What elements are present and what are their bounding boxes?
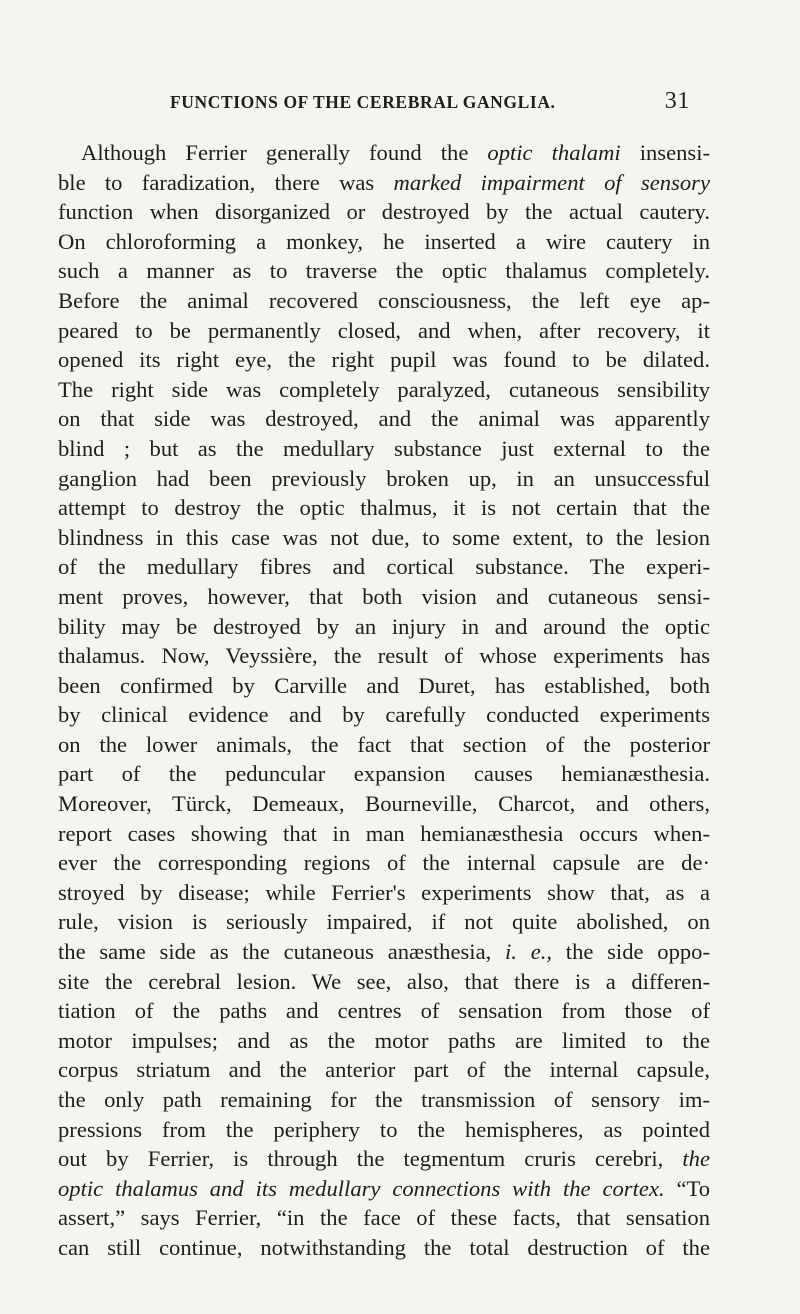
text-line [58, 1085, 710, 1115]
text-segment: attempt to destroy the optic thalmus, it is not certain that the [58, 495, 710, 521]
text-segment: motor impulses; and as the motor paths are limited to the [58, 1027, 710, 1053]
text-segment: ment proves, however, that both vision and cutaneous sensi- [58, 583, 710, 609]
italic-text: marked impairment of sensory [393, 169, 711, 195]
italic-text: i. e., [505, 939, 553, 965]
text-segment: function when disorganized or destroyed by the actual cautery. [58, 199, 710, 225]
italic-text: the [682, 1146, 710, 1172]
text-line [58, 967, 710, 997]
text-segment: by clinical evidence and by carefully conducted experiments [58, 702, 710, 728]
text-line [58, 286, 710, 316]
text-segment: “To [664, 1175, 711, 1201]
page-number: 31 [664, 88, 690, 114]
text-segment: opened its right eye, the right pupil was found to be dilated. [58, 347, 710, 373]
text-segment: bility may be destroyed by an injury in and around the optic [58, 613, 710, 639]
text-segment: the side oppo- [552, 939, 711, 965]
text-line [58, 227, 710, 257]
text-line [58, 1115, 710, 1145]
text-line [58, 256, 710, 286]
text-line [58, 1055, 710, 1085]
text-segment: tiation of the paths and centres of sensation from those of [58, 998, 710, 1024]
text-line [58, 168, 710, 198]
running-head [170, 88, 690, 118]
text-segment: thalamus. Now, Veyssière, the result of whose experiments has [58, 643, 710, 669]
text-line [58, 523, 710, 553]
text-line [58, 582, 710, 612]
text-segment: assert,” says Ferrier, “in the face of these facts, that sensation [58, 1205, 710, 1231]
text-segment: out by Ferrier, is through the tegmentum cruris cerebri, [58, 1146, 683, 1172]
text-segment: on the lower animals, the fact that section of the posterior [58, 731, 710, 757]
text-segment: of the medullary fibres and cortical substance. The experi- [58, 554, 710, 580]
text-line [58, 1174, 710, 1204]
text-line [58, 404, 710, 434]
text-segment: the same side as the cutaneous anæsthesia, [58, 939, 506, 965]
text-line [58, 316, 710, 346]
text-line [58, 730, 710, 760]
text-line [58, 1203, 710, 1233]
text-line [58, 464, 710, 494]
text-line [58, 641, 710, 671]
text-segment: Before the animal recovered consciousness, the left eye ap- [58, 287, 710, 313]
text-line [58, 996, 710, 1026]
text-segment: peared to be permanently closed, and when, after recovery, it [58, 317, 710, 343]
text-segment: the only path remaining for the transmission of sensory im- [58, 1087, 710, 1112]
text-segment: ble to faradization, there was [58, 169, 394, 195]
text-line [58, 848, 710, 878]
text-segment: On chloroforming a monkey, he inserted a wire cautery in [58, 228, 710, 254]
text-segment: on that side was destroyed, and the animal was apparently [58, 406, 710, 432]
text-segment: blindness in this case was not due, to some extent, to the lesion [58, 524, 710, 550]
text-line [58, 907, 710, 937]
text-segment: The right side was completely paralyzed, cutaneous sensibility [58, 376, 710, 402]
text-segment: pressions from the periphery to the hemispheres, as pointed [58, 1116, 710, 1142]
text-segment: rule, vision is seriously impaired, if not quite abolished, on [58, 909, 710, 935]
text-line [58, 375, 710, 405]
text-segment: been confirmed by Carville and Duret, has established, both [58, 672, 710, 698]
text-line [58, 552, 710, 582]
text-line [58, 878, 710, 908]
text-segment: part of the peduncular expansion causes hemianæsthesia. [58, 761, 710, 787]
text-line [58, 434, 710, 464]
text-line [58, 819, 710, 849]
text-line [58, 1144, 710, 1174]
text-segment: ever the corresponding regions of the internal capsule are de· [58, 850, 710, 876]
text-line [58, 345, 710, 375]
text-line [58, 789, 710, 819]
text-line [58, 138, 710, 168]
text-line [58, 493, 710, 523]
text-line [58, 197, 710, 227]
text-line [58, 700, 710, 730]
text-segment: blind ; but as the medullary substance just external to the [58, 435, 710, 461]
text-segment: Although Ferrier generally found the [81, 140, 488, 165]
text-segment: corpus striatum and the anterior part of the internal capsule, [58, 1057, 710, 1083]
text-segment: site the cerebral lesion. We see, also, that there is a differen- [58, 968, 710, 994]
italic-text: optic thalami [487, 140, 621, 165]
text-segment: stroyed by disease; while Ferrier's experiments show that, as a [58, 879, 710, 905]
text-line [58, 1233, 710, 1263]
text-segment: such a manner as to traverse the optic thalamus completely. [58, 258, 710, 284]
body-paragraph [58, 138, 710, 1263]
text-line [58, 1026, 710, 1056]
text-line [58, 759, 710, 789]
text-segment: insensi- [620, 140, 710, 165]
text-segment: ganglion had been previously broken up, in an unsuccessful [58, 465, 710, 491]
running-head-title: FUNCTIONS OF THE CEREBRAL GANGLIA. [170, 92, 556, 112]
text-line [58, 612, 710, 642]
text-segment: can still continue, notwithstanding the total destruction of the [58, 1234, 710, 1260]
text-segment: Moreover, Türck, Demeaux, Bourneville, Charcot, and others, [58, 791, 710, 817]
text-line [58, 937, 710, 967]
italic-text: optic thalamus and its medullary connections with the cortex. [58, 1175, 665, 1201]
text-segment: report cases showing that in man hemianæsthesia occurs when- [58, 820, 710, 846]
text-line [58, 671, 710, 701]
